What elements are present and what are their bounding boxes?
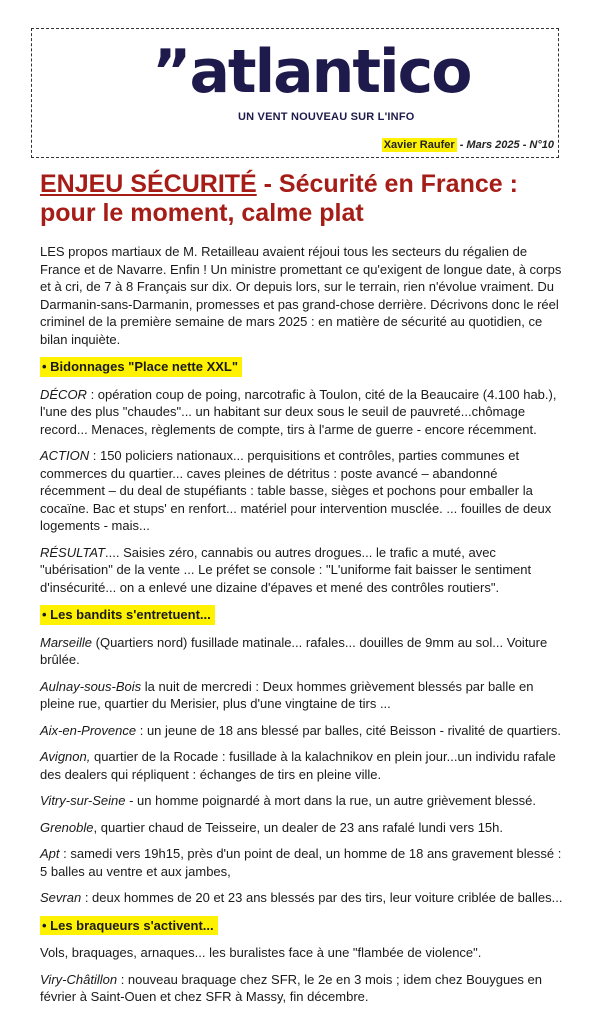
paragraph-text: (Quartiers nord) fusillade matinale... rafales... douilles de 9mm au sol... Voiture brûlée. (40, 634, 548, 667)
paragraph-key: Apt (40, 846, 60, 861)
paragraph-aix (40, 722, 565, 740)
paragraph-vitry (40, 792, 565, 810)
paragraph-text: Vols, braquages, arnaques... les buralistes face à une "flambée de violence". (40, 945, 482, 960)
issue-info: - Mars 2025 - N°10 (456, 139, 554, 151)
paragraph-text: : 150 policiers nationaux... perquisitions et contrôles, parties communes et commerces du quartier... caves pleines de détritus : poste avancé – abandonné récemment – du deal de stupéfiants : table basse, sièges et pochons pour emballer la cocaïne. Bac et stups' en renfort... matériel pour intervention musclée. ... fouilles de deux logements - mais... (40, 448, 552, 533)
paragraph-sevran (40, 889, 565, 907)
paragraph-text: quartier de la Rocade : fusillade à la kalachnikov en plein jour...un individu rafale des dealers qui répliquent : échanges de tirs en pleine ville. (40, 749, 556, 782)
paragraph-text: : deux hommes de 20 et 23 ans blessés par des tirs, leur voiture criblée de balles... (81, 890, 563, 905)
paragraph-key: Vitry-sur-Seine (40, 793, 126, 808)
paragraph-text: .... Saisies zéro, cannabis ou autres drogues... le trafic a muté, avec "ubérisation" de la vente ... Le préfet se console : "L'uniforme fait baisser le sentiment d'insécurité... on a enlevé une dizaine d'épaves et mené des contrôles routiers". (40, 544, 532, 595)
masthead (31, 28, 559, 158)
paragraph-text: : opération coup de poing, narcotrafic à Toulon, cité de la Beaucaire (4.100 hab.), l'une des plus "chaudes"... un habitant sur deux sous le seuil de pauvreté...chômage record... Menaces, règlements de compte, tirs à l'arme de guerre - encore récemment. (40, 386, 557, 437)
tagline-post: SUR L'INFO (347, 111, 415, 123)
paragraph-key: Viry-Châtillon (40, 971, 118, 987)
paragraph-decor (40, 386, 565, 439)
atlantico-logo: ”atlantico (152, 37, 471, 107)
paragraph-marseille (40, 634, 565, 669)
paragraph-resultat (40, 544, 565, 597)
section-heading-bidonnages: • Bidonnages "Place nette XXL" (40, 357, 242, 377)
paragraph-apt (40, 845, 565, 880)
paragraph-avignon (40, 748, 565, 783)
paragraph-key: ACTION (40, 448, 90, 463)
section-heading-bandits: • Les bandits s'entretuent... (40, 605, 215, 625)
paragraph-key: Aulnay-sous-Bois (40, 678, 142, 694)
author-name: Xavier Raufer (383, 139, 455, 151)
paragraph-aulnay (40, 678, 565, 713)
paragraph-key: DÉCOR (40, 386, 87, 402)
intro-paragraph: LES propos martiaux de M. Retailleau avaient réjoui tous les secteurs du régalien de France et de Navarre. Enfin ! Un ministre promettant ce qu'exigent de longue date, à corps et à cri, de 7 à 8 Français sur dix. Or depuis lors, sur le terrain, rien n'évolue vraiment. Du Darmanin-sans-Darmanin, promesses et pas grand-chose derrière. Décrivons donc le réel criminel de la première semaine de mars 2025 : en matière de sécurité au quotidien, ce bilan inquiète. (40, 244, 562, 347)
tagline (238, 111, 415, 123)
paragraph-key: Aix-en-Provence (40, 722, 137, 738)
paragraph-text: : un jeune de 18 ans blessé par balles, cité Beisson - rivalité de quartiers. (136, 722, 562, 738)
paragraph-key: Sevran (40, 890, 82, 905)
paragraph-text: : nouveau braquage chez SFR, le 2e en 3 mois ; idem chez Bouygues en février à Saint-Ouen et chez SFR à Massy, fin décembre. (40, 971, 543, 1004)
tagline-pre: UN VENT (238, 111, 291, 123)
paragraph-viry (40, 971, 565, 1006)
headline-tag: ENJEU SÉCURITÉ (40, 170, 257, 198)
paragraph-key: RÉSULTAT (40, 544, 106, 560)
paragraph-text: la nuit de mercredi : Deux hommes grièvement blessés par balle en pleine rue, quartier du Merisier, plus d'une vingtaine de tirs ... (40, 678, 534, 711)
paragraph-grenoble (40, 819, 565, 837)
paragraph-text: , quartier chaud de Teisseire, un dealer de 23 ans rafalé lundi vers 15h. (93, 819, 504, 835)
paragraph-action (40, 447, 565, 535)
byline (382, 139, 554, 151)
tagline-bold: NOUVEAU (290, 111, 348, 123)
paragraph-text: - un homme poignardé à mort dans la rue, un autre grièvement blessé. (125, 793, 536, 808)
paragraph-key: Grenoble (40, 819, 94, 835)
paragraph-key: Avignon, (40, 749, 91, 764)
paragraph-key: Marseille (40, 634, 93, 650)
logo-text: atlantico (189, 37, 471, 107)
headline-title: - Sécurité en France : pour le moment, calme plat (40, 170, 518, 227)
paragraph-text: : samedi vers 19h15, près d'un point de deal, un homme de 18 ans gravement blessé : 5 balles au ventre et aux jambes, (40, 846, 562, 879)
article-headline (40, 170, 570, 228)
section-heading-braqueurs: • Les braqueurs s'activent... (40, 916, 218, 936)
paragraph-vols (40, 944, 565, 962)
article-body (40, 243, 565, 1015)
